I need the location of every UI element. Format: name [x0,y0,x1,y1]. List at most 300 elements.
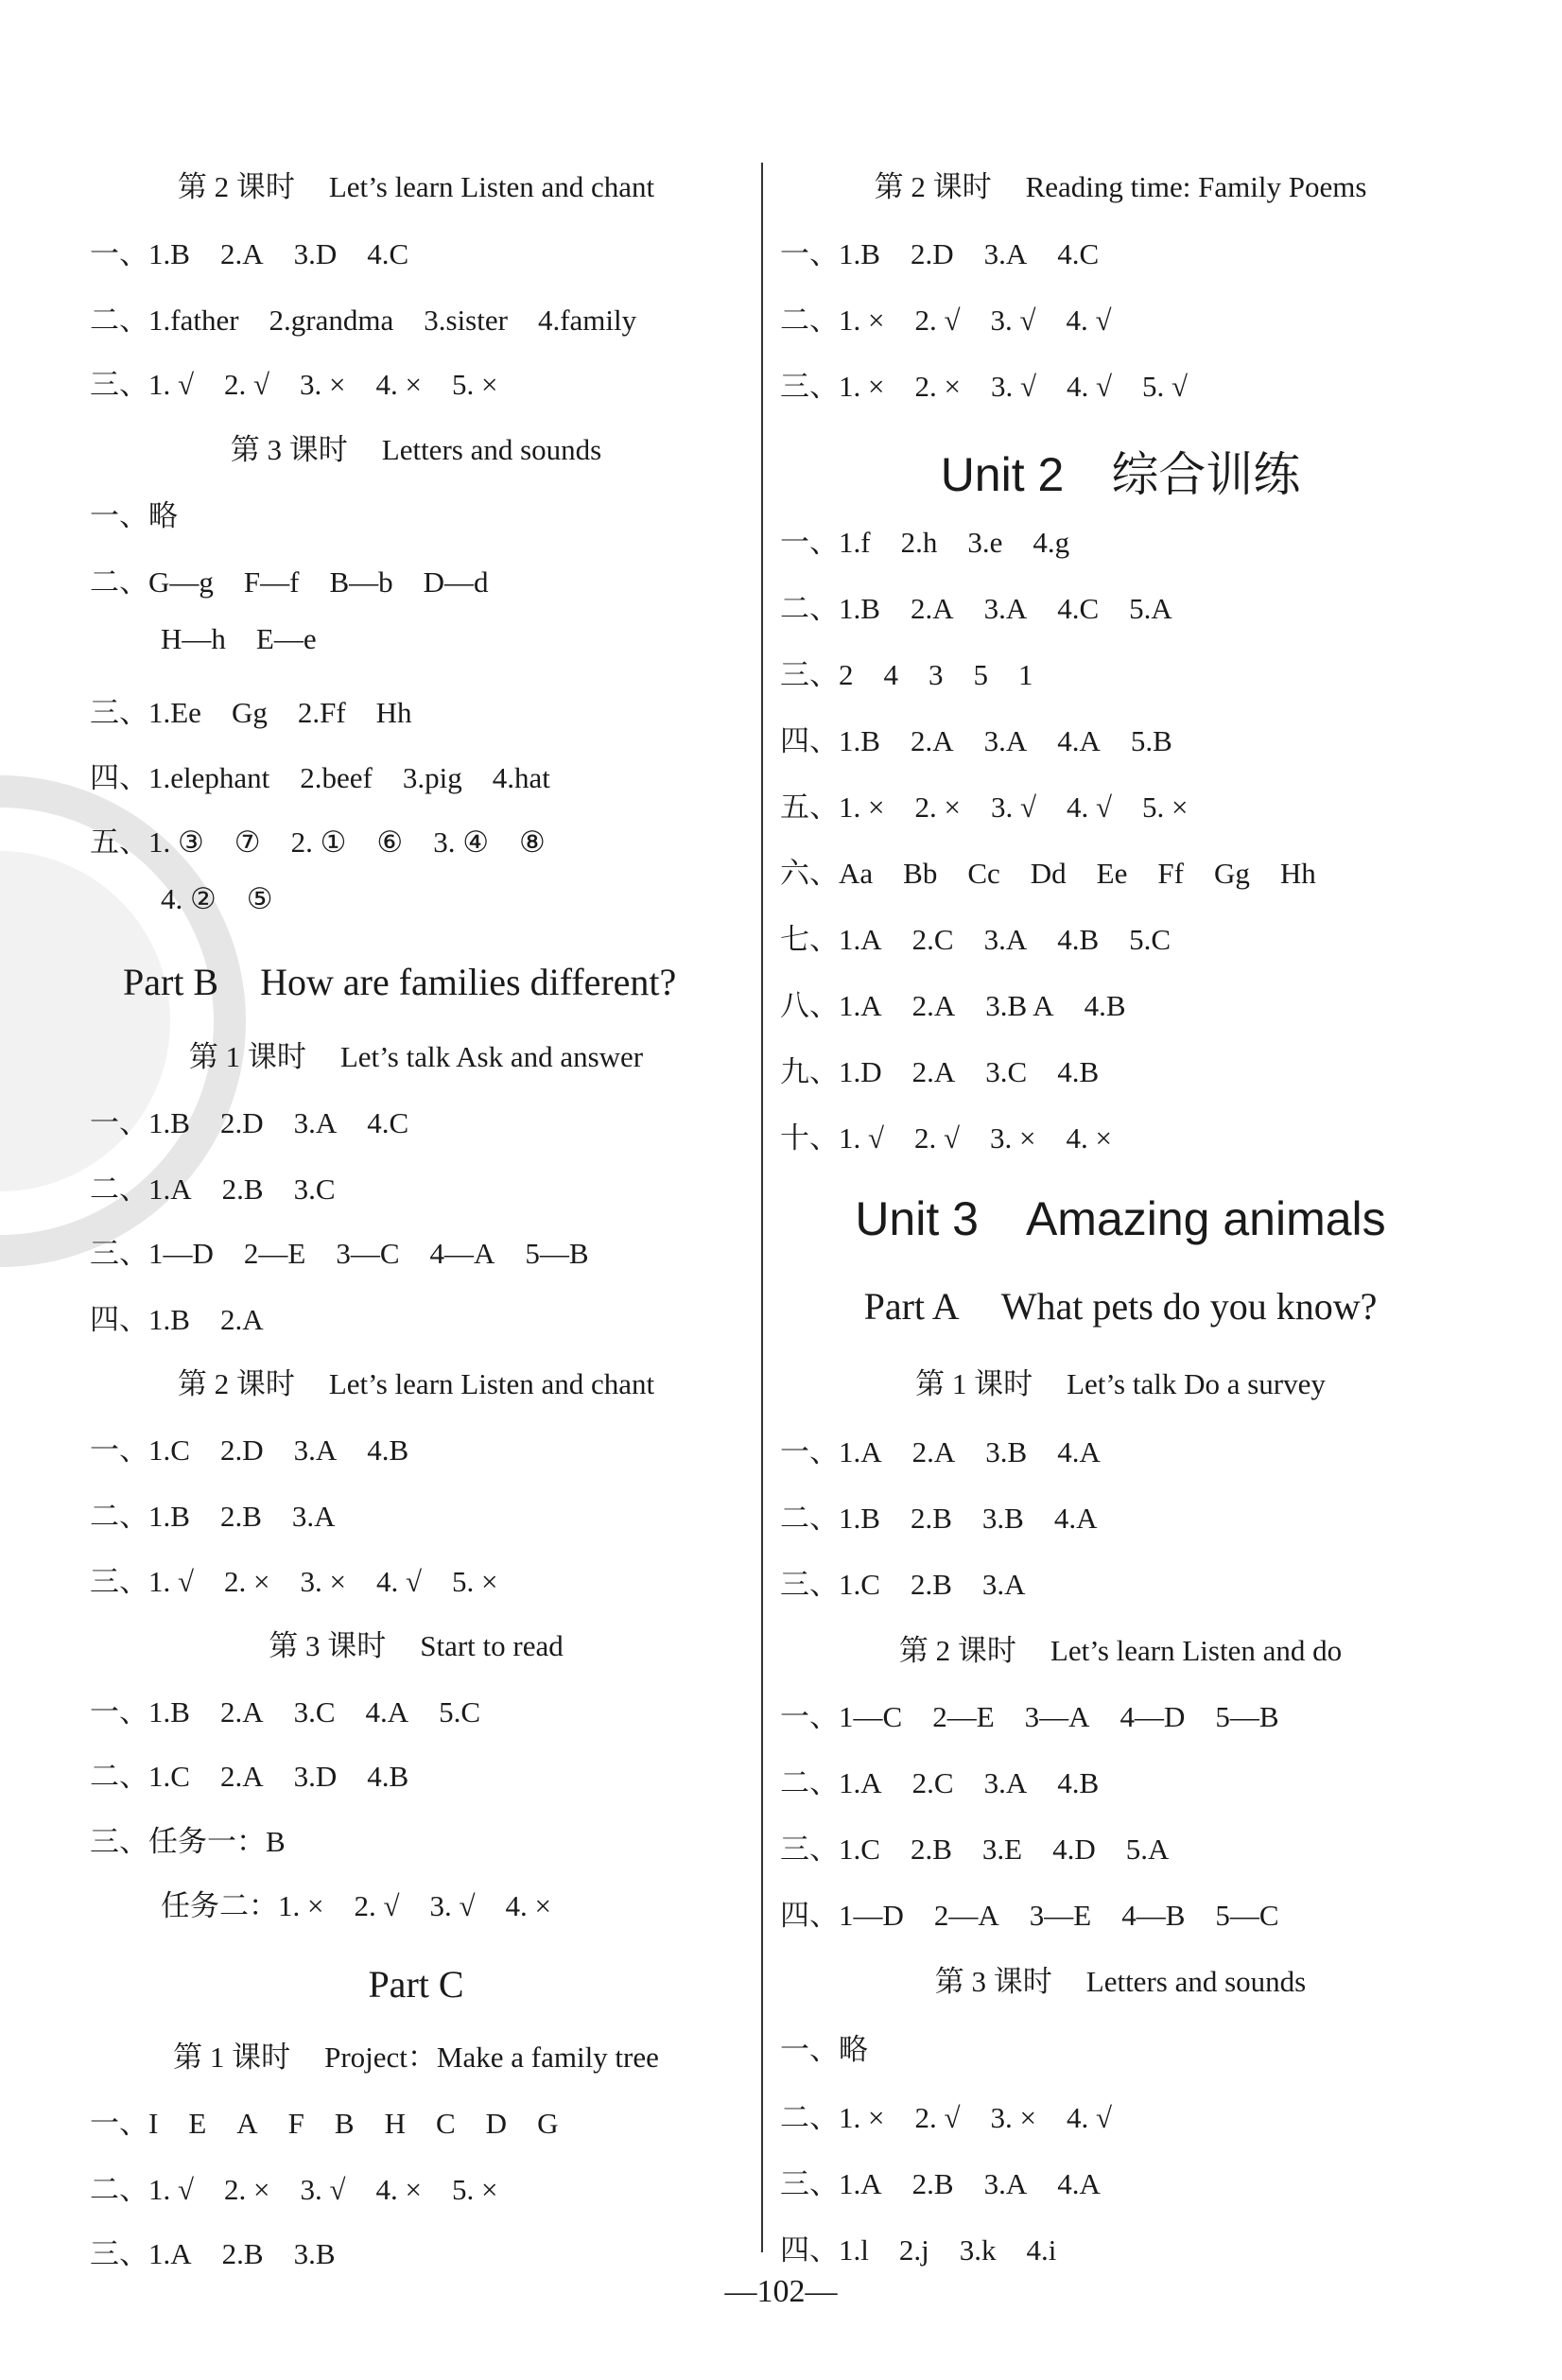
answer-item: Ee [1096,857,1128,890]
part-heading [123,960,775,1004]
unit-label: Unit 3 [855,1192,979,1245]
answer-row [780,1825,1199,1868]
answer-item: B—b [329,565,393,599]
answer-item: 1.A [839,1766,882,1799]
lesson-heading [90,1622,742,1664]
answer-row-continued [161,622,347,656]
answer-item: 略 [839,2033,868,2066]
answer-item: 2.A [219,1303,264,1336]
answer-row [780,2226,1086,2268]
answer-item: G—g [148,565,214,599]
answer-item: 2. √ [914,1121,961,1155]
answer-item: 2.A [910,724,954,757]
answer-row [90,1557,528,1600]
lesson-title: Let’s learn Listen and do [1050,1634,1343,1667]
answer-item: 3. × [990,1121,1036,1155]
answer-item: 1. √ [148,1565,195,1598]
question-number: 四、 [90,761,148,794]
answer-item: 4.B [367,1760,409,1793]
page-number: —102— [724,2274,838,2309]
answer-item: E—e [255,622,317,655]
answer-item: 1.B [839,592,880,625]
answer-item: 2.beef [300,761,373,794]
answer-item: 5. × [452,2173,498,2206]
answer-item: 3.A [983,724,1028,757]
lesson-number: 第 2 课时 [874,170,992,203]
answer-row [90,1229,619,1272]
answer-row [780,230,1129,272]
answer-item: 4.B [367,1433,409,1467]
answer-item: 2.D [910,237,954,270]
answer-item: 3.A [291,1500,336,1533]
answer-item: 4.B [1084,989,1126,1022]
answer-item: 2.A [910,592,954,625]
answer-item: 2. √ [914,2101,961,2134]
question-number: 二、 [90,1173,148,1206]
answer-item: 3. √ [990,304,1036,337]
answer-item: 5.A [1129,592,1172,625]
question-number: 三、 [780,658,839,691]
answer-item: 4. √ [1066,304,1112,337]
answer-item: 2.A [911,1055,956,1088]
lesson-heading [780,1957,1461,2000]
answer-item: 3. ④ [433,825,489,859]
answer-row [90,1688,511,1730]
answer-row [780,783,1218,825]
answer-item: 2. √ [224,368,270,401]
answer-item: H [384,2107,406,2140]
answer-item: 2. √ [354,1889,400,1922]
answer-item: 任务一：B [148,1825,286,1858]
unit-heading [780,1191,1461,1246]
answer-item: 1. × [839,304,885,337]
answer-row [780,982,1156,1024]
answer-item: 2. × [914,790,961,824]
answer-item: 2.D [219,1106,264,1139]
question-number: 三、 [780,1833,839,1866]
answer-item: 1.C [148,1760,190,1793]
question-number: 二、 [90,1760,148,1793]
answer-item: F [287,2107,304,2140]
answer-row [90,2230,366,2272]
answer-item: Aa [839,857,874,890]
question-number: 一、 [780,526,839,559]
question-number: 一、 [90,1433,148,1467]
lesson-heading [90,426,742,468]
answer-item: D [485,2107,508,2140]
answer-item: 1.A [839,923,882,956]
answer-item: 2.Ff [297,696,346,729]
answer-item: 3.E [981,1833,1023,1866]
question-number: 一、 [780,237,839,270]
answer-item: 4—A [429,1237,495,1270]
answer-item: 4. × [375,368,422,401]
answer-item: 1.D [839,1055,882,1088]
answer-item: 5.C [439,1695,481,1729]
answer-item: 3.B A [985,989,1054,1022]
answer-item: 3.e [967,526,1003,559]
question-number: 六、 [780,857,839,890]
answer-item: 2—E [243,1237,306,1270]
answer-item: 2.B [910,1833,952,1866]
answer-row [780,1494,1127,1537]
question-number: 三、 [90,1565,148,1598]
answer-item: 2.D [219,1433,264,1467]
answer-row [90,688,443,731]
question-number: 一、 [90,237,148,270]
lesson-heading [90,1360,742,1402]
unit-label: Unit 2 [940,448,1065,501]
answer-item: 2.h [900,526,938,559]
answer-item: 1.B [148,1695,190,1729]
part-label: Part C [368,1963,464,2006]
part-label: Part B [123,961,219,1003]
answer-item: 略 [148,499,178,532]
answer-item: 2.B [219,1500,262,1533]
question-number: 八、 [780,989,839,1022]
answer-item: 1.B [148,237,190,270]
lesson-number: 第 3 课时 [230,433,348,466]
answer-item: 3—A [1024,1700,1090,1733]
answer-item: H—h [161,622,226,655]
answer-item: 2.A [911,1435,956,1468]
question-number: 一、 [780,2033,839,2066]
answer-row [780,1891,1310,1934]
answer-item: 1.B [148,1500,190,1533]
answer-item: 4—B [1121,1899,1186,1932]
answer-item: 3.pig [402,761,462,794]
answer-item: Bb [903,857,938,890]
answer-item: 5—C [1215,1899,1279,1932]
lesson-heading [780,1626,1461,1669]
answer-row [90,818,576,860]
question-number: 七、 [780,923,839,956]
answer-row [90,1817,316,1860]
answer-item: 5. × [1142,790,1189,824]
lesson-title: Let’s learn Listen and chant [328,170,655,203]
question-number: 一、 [90,1106,148,1139]
answer-item: 2.C [911,1766,954,1799]
answer-item: Hh [1279,857,1316,890]
question-number: 一、 [90,1695,148,1729]
question-number: 二、 [780,2101,839,2134]
answer-row [780,1693,1310,1735]
lesson-title: Reading time: Family Poems [1025,170,1367,203]
answer-row [780,717,1203,759]
answer-item: 1.C [148,1433,190,1467]
answer-item: 1.B [839,1502,880,1535]
answer-item: I [148,2107,159,2140]
lesson-heading [780,163,1461,205]
answer-row [780,1428,1131,1470]
lesson-number: 第 2 课时 [177,1367,295,1400]
question-number: 二、 [90,304,148,337]
answer-item: 5. √ [1142,370,1189,403]
answer-item: 1. ③ [148,825,204,859]
question-number: 三、 [780,370,839,403]
answer-item: ⑤ [246,882,273,915]
answer-item: 1 [1018,658,1033,691]
unit-heading [780,437,1461,505]
answer-row-continued [161,1882,581,1924]
part-title: How are families different? [260,961,677,1003]
question-number: 五、 [90,825,148,859]
answer-item: 1. × [839,370,885,403]
question-number: 三、 [780,2167,839,2200]
answer-item: 4.B [1057,1766,1100,1799]
lesson-number: 第 3 课时 [269,1629,387,1662]
lesson-number: 第 1 课时 [188,1040,306,1073]
answer-row [90,1492,366,1535]
answer-item: 1—D [839,1899,904,1932]
answer-item: 4. √ [1066,370,1112,403]
unit-title: 综合训练 [1111,448,1301,501]
answer-item: F—f [243,565,300,599]
answer-item: Dd [1030,857,1067,890]
lesson-title: Project：Make a family tree [324,2041,659,2074]
part-heading [780,1284,1461,1329]
answer-item: 2. × [914,370,961,403]
answer-item: 4.A [1057,724,1101,757]
answer-item: 1.A [839,2167,882,2200]
answer-item: 3—E [1029,1899,1092,1932]
answer-item: 4. √ [1066,790,1112,824]
answer-item: 3. √ [990,790,1036,824]
question-number: 三、 [90,696,148,729]
answer-item: 2.j [898,2233,929,2267]
answer-item: 4.B [1057,1055,1100,1088]
answer-row [780,2025,898,2068]
answer-row [780,849,1346,892]
answer-item: 1.B [839,237,880,270]
lesson-number: 第 2 课时 [177,170,295,203]
answer-item: 1.l [839,2233,869,2267]
answer-item: 3.B [981,1502,1024,1535]
answer-item: Ff [1157,857,1184,890]
answer-item: 3.A [983,1766,1028,1799]
lesson-number: 第 1 课时 [915,1367,1033,1400]
answer-item: E [188,2107,207,2140]
answer-item: 4. × [1066,1121,1112,1155]
answer-row [780,1114,1142,1156]
question-number: 四、 [780,2233,839,2267]
answer-item: 2.B [910,1568,952,1601]
answer-item: B [334,2107,355,2140]
answer-item: Cc [967,857,1000,890]
answer-item: 4.i [1026,2233,1057,2267]
question-number: 二、 [90,565,148,599]
question-number: 一、 [780,1435,839,1468]
answer-item: 2.B [221,2237,264,2270]
answer-item: 5. × [452,1565,498,1598]
answer-row [780,584,1203,627]
answer-row-continued [161,882,304,916]
answer-row [780,296,1142,339]
answer-item: 2.B [911,2167,954,2200]
answer-item: 4.C [367,237,409,270]
answer-item: 3.A [983,2167,1028,2200]
answer-item: 1.C [839,1568,880,1601]
answer-row [90,558,519,600]
answer-item: 3. √ [990,370,1036,403]
lesson-number: 第 2 课时 [898,1634,1016,1667]
question-number: 十、 [780,1121,839,1155]
answer-item: 4 [883,658,898,691]
question-number: 四、 [90,1303,148,1336]
answer-item: 1.elephant [148,761,270,794]
answer-item: 3.A [983,923,1028,956]
answer-item: 3.C [985,1055,1028,1088]
answer-item: ⑧ [518,825,546,859]
answer-item: 4. ② [161,882,217,915]
answer-item: 4. √ [1066,2101,1112,2134]
answer-item: 3.A [293,1433,338,1467]
answer-item: 4. × [375,2173,422,2206]
answer-item: 1.B [148,1106,190,1139]
lesson-heading [90,163,742,205]
answer-row [90,492,208,534]
question-number: 四、 [780,724,839,757]
answer-row [90,230,439,272]
question-number: 二、 [780,592,839,625]
answer-item: 3.A [983,237,1028,270]
answer-item: 3. √ [429,1889,476,1922]
answer-row [90,754,581,796]
answer-item: 1. × [839,2101,885,2134]
answer-item: 任务二：1. × [161,1889,324,1922]
answer-row [780,915,1201,958]
lesson-heading [90,2033,742,2076]
answer-item: 3.D [293,237,338,270]
answer-item: 3.A [981,1568,1026,1601]
answer-row [780,2160,1131,2202]
answer-item: 1.father [148,304,239,337]
lesson-number: 第 1 课时 [173,2041,291,2074]
answer-item: 3.D [293,1760,338,1793]
question-number: 四、 [780,1899,839,1932]
lesson-title: Letters and sounds [381,433,602,466]
part-label: Part A [863,1285,960,1328]
lesson-title: Let’s talk Do a survey [1067,1367,1326,1400]
answer-item: 2. ① [290,825,347,859]
answer-item: G [537,2107,559,2140]
answer-item: 4—D [1119,1700,1186,1733]
answer-item: A [236,2107,258,2140]
answer-item: 1.A [839,989,882,1022]
answer-item: 1.Ee [148,696,201,729]
answer-item: Hh [375,696,412,729]
unit-title: Amazing animals [1025,1192,1386,1245]
answer-item: 3—C [336,1237,400,1270]
answer-item: D—d [423,565,489,599]
answer-row [780,1048,1129,1090]
answer-item: 1.B [839,724,880,757]
question-number: 三、 [90,368,148,401]
lesson-title: Let’s talk Ask and answer [339,1040,644,1073]
question-number: 二、 [780,304,839,337]
answer-item: 2—E [932,1700,995,1733]
answer-item: 3. √ [300,2173,346,2206]
lesson-number: 第 3 课时 [934,1965,1052,1998]
part-heading [90,1962,742,2006]
question-number: 一、 [780,1700,839,1733]
answer-item: 2.A [219,1760,264,1793]
answer-item: ⑦ [234,825,261,859]
answer-item: 3. × [300,368,346,401]
answer-item: 3.C [293,1695,336,1729]
answer-item: 1. √ [148,368,195,401]
answer-row [90,1426,439,1468]
answer-row [780,362,1218,405]
lesson-title: Let’s learn Listen and chant [328,1367,655,1400]
answer-item: 1.B [148,1303,190,1336]
answer-row [90,360,528,403]
answer-item: 2.A [911,989,956,1022]
answer-row [90,1752,439,1795]
answer-item: 3.sister [424,304,508,337]
answer-item: 1.C [839,1833,880,1866]
answer-item: 4.C [1057,592,1100,625]
answer-item: 3.k [959,2233,997,2267]
lesson-heading [780,1360,1461,1402]
answer-item: C [435,2107,456,2140]
answer-row [90,1295,294,1338]
lesson-title: Letters and sounds [1085,1965,1307,1998]
answer-item: 5 [973,658,988,691]
answer-item: 4.family [537,304,637,337]
answer-item: 2.C [911,923,954,956]
answer-item: 2—A [933,1899,999,1932]
answer-item: 4. √ [375,1565,422,1598]
answer-item: 5—B [525,1237,589,1270]
answer-row [780,2093,1142,2136]
answer-item: 4.A [1057,1435,1101,1468]
question-number: 二、 [90,1500,148,1533]
answer-item: 5.C [1129,923,1172,956]
answer-item: 2.A [219,237,264,270]
lesson-title: Start to read [420,1629,564,1662]
answer-item: 1.A [148,2237,192,2270]
answer-item: 3. × [990,2101,1036,2134]
answer-item: 5—B [1215,1700,1279,1733]
question-number: 九、 [780,1055,839,1088]
answer-item: 2.A [219,1695,264,1729]
answer-row [780,1759,1129,1801]
question-number: 五、 [780,790,839,824]
answer-item: 3. × [300,1565,346,1598]
answer-row [90,2099,588,2142]
answer-item: 4.hat [492,761,550,794]
answer-item: 1.f [839,526,871,559]
answer-item: 3.C [293,1173,336,1206]
answer-item: 2 [839,658,854,691]
answer-item: 2.grandma [269,304,394,337]
answer-item: 1. √ [148,2173,195,2206]
question-number: 一、 [90,499,148,532]
answer-row [90,2165,528,2208]
question-number: 三、 [90,1825,148,1858]
question-number: 三、 [90,1237,148,1270]
answer-item: 3.A [293,1106,338,1139]
answer-item: 5.B [1130,724,1172,757]
answer-item: 1. × [839,790,885,824]
answer-row [780,651,1064,693]
answer-item: 3 [929,658,944,691]
answer-item: 4.A [365,1695,409,1729]
lesson-heading [90,1033,742,1075]
answer-item: 5. × [452,368,498,401]
answer-item: 4. × [505,1889,551,1922]
